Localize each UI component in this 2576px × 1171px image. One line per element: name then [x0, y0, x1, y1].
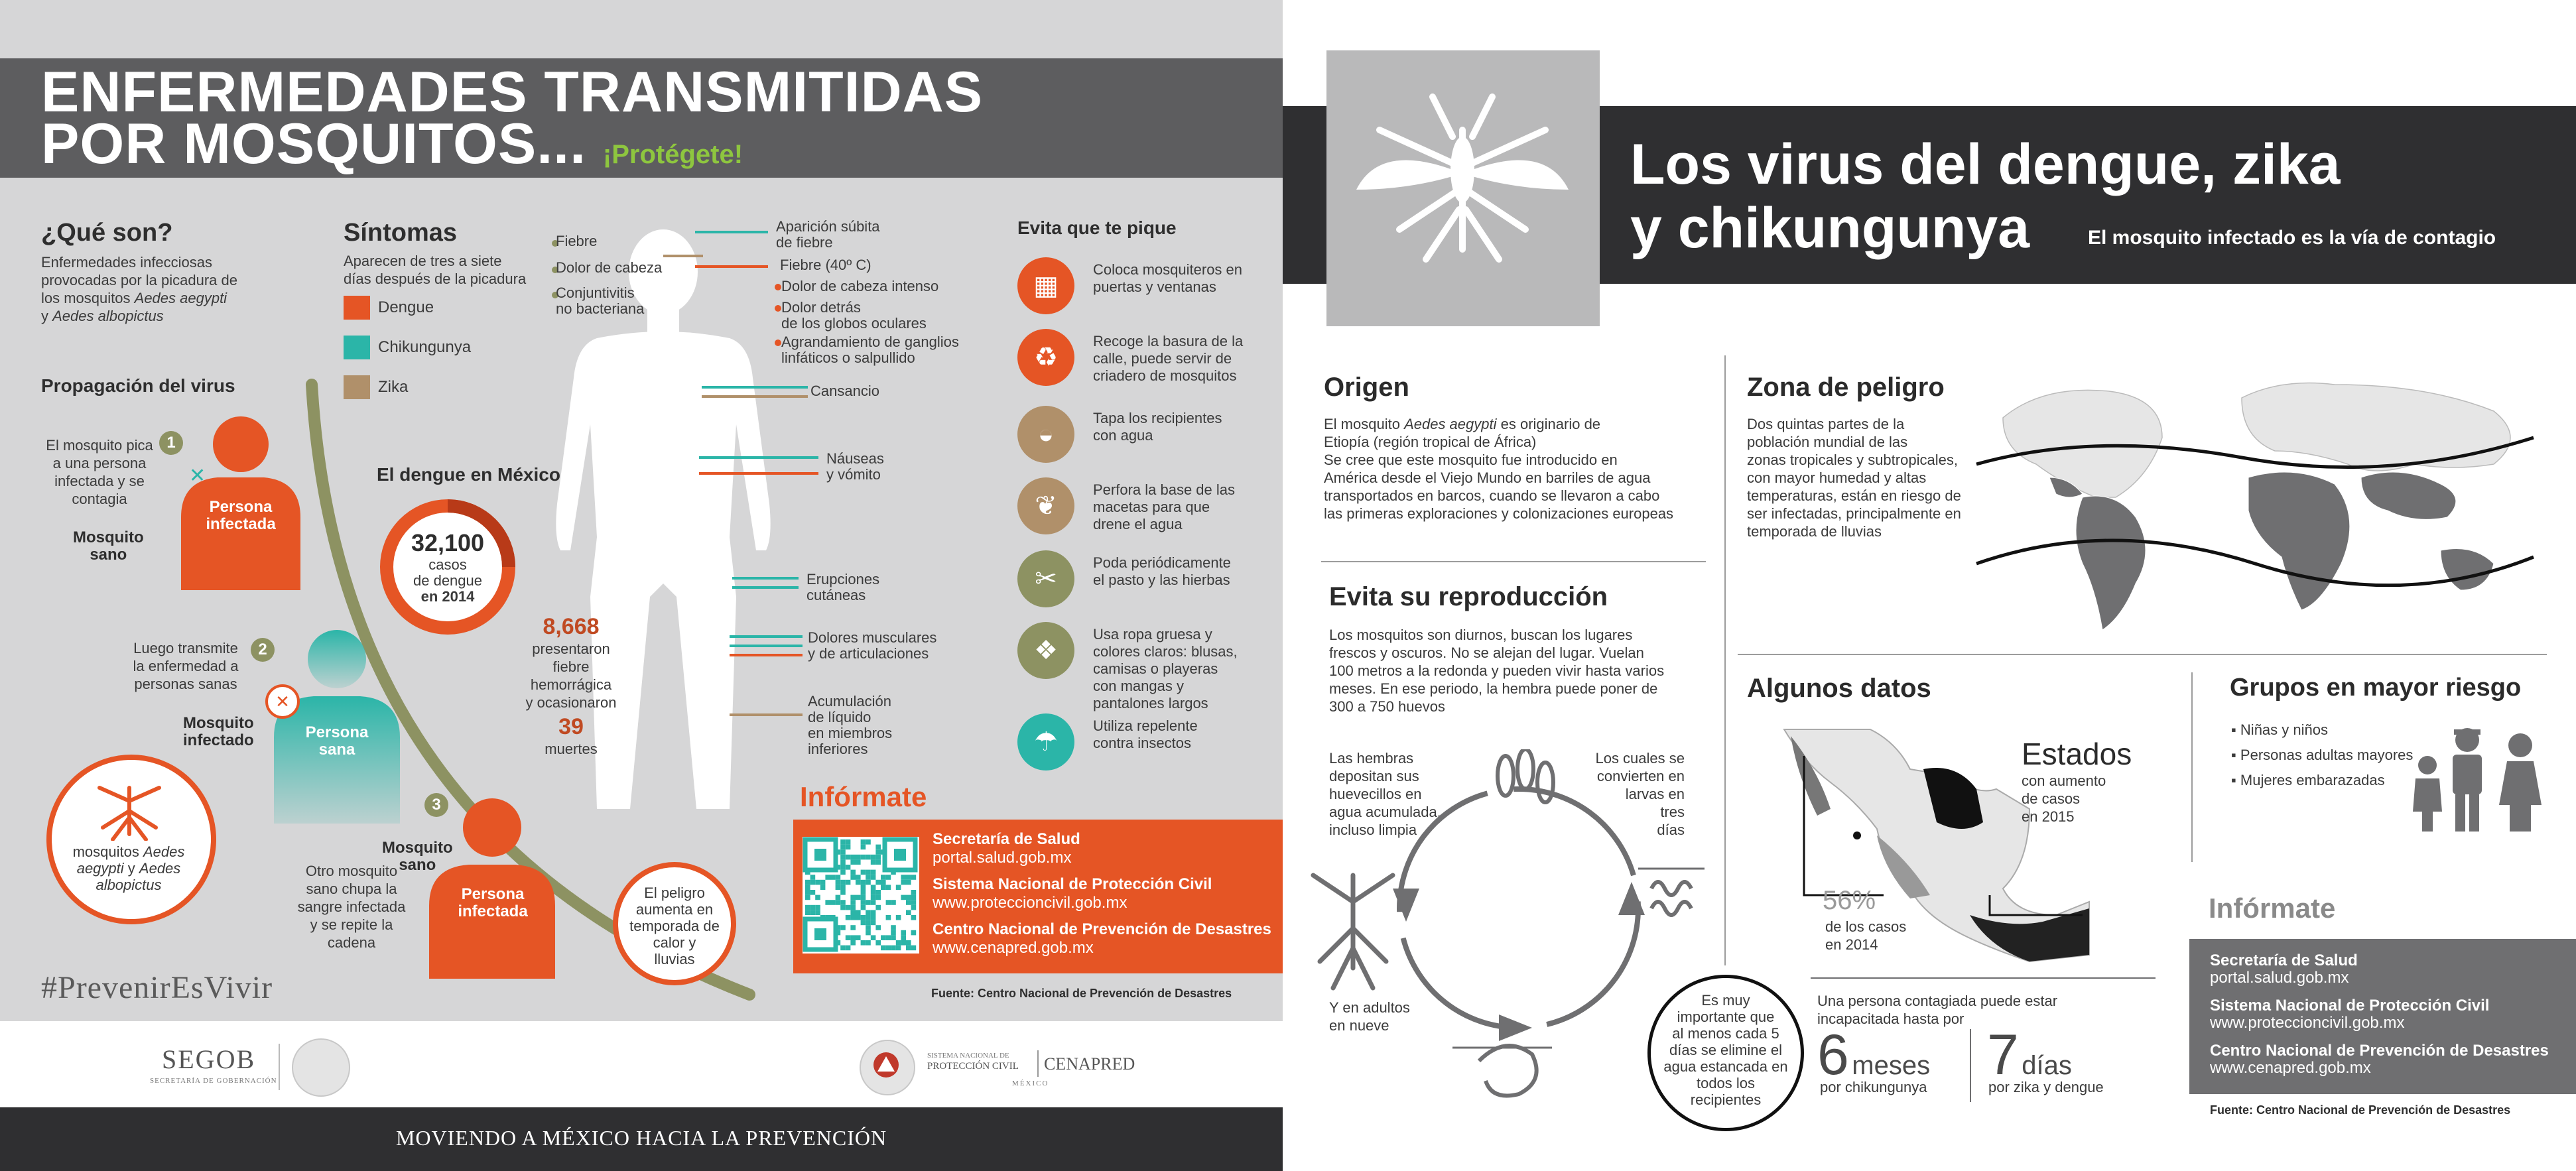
- sym-line: Dolor detrás: [781, 299, 861, 316]
- incap-line: Una persona contagiada puede estar: [1817, 993, 2058, 1009]
- evita-item-text: [1093, 717, 1198, 752]
- footer-text: MOVIENDO A MÉXICO HACIA LA PREVENCIÓN: [395, 1126, 887, 1150]
- reproduccion-title: Evita su reproducción: [1329, 582, 1608, 611]
- bucket-icon: ◒: [1017, 406, 1074, 463]
- legend-zika: Zika: [378, 378, 409, 396]
- label-part: mosquitos: [72, 843, 139, 860]
- label-line: infectada: [458, 902, 528, 920]
- sym-line: de fiebre: [776, 234, 833, 251]
- evita-line: Poda periódicamente: [1093, 554, 1231, 571]
- org3-name: Centro Nacional de Prevención de Desastres: [2210, 1042, 2549, 1060]
- sym-line: linfáticos o salpullido: [781, 349, 915, 366]
- org2-name: Sistema Nacional de Protección Civil: [2210, 997, 2490, 1015]
- window-icon: ▦: [1017, 257, 1074, 314]
- evita-item-text: [1093, 261, 1242, 296]
- que-son-title: ¿Qué son?: [41, 219, 173, 247]
- larvas-line: convierten en: [1596, 768, 1685, 784]
- pct-line: en 2014: [1825, 936, 1878, 953]
- divider: [1321, 561, 1706, 562]
- subtitle-line: Aparecen de tres a siete: [344, 253, 502, 269]
- estados-line: de casos: [2022, 790, 2081, 807]
- connector: [732, 577, 799, 580]
- dias-num: 7: [1987, 1023, 2019, 1087]
- legend-dengue-swatch: [344, 296, 370, 320]
- hemorragica-stat: [521, 614, 621, 758]
- zona-line: zonas tropicales y subtropicales,: [1747, 452, 1958, 468]
- sym-line: Dolores musculares: [808, 629, 937, 646]
- larvas-line: días: [1657, 822, 1685, 838]
- species-aegypti: Aedes aegypti: [134, 290, 227, 306]
- adultos-line: Y en adultos: [1329, 999, 1410, 1016]
- divider: [1811, 977, 2156, 979]
- evita-line: Coloca mosquiteros en: [1093, 261, 1243, 278]
- org3-url[interactable]: www.cenapred.gob.mx: [933, 939, 1094, 957]
- divider: [1724, 355, 1726, 965]
- label-line: Persona: [461, 885, 525, 903]
- org1-url[interactable]: portal.salud.gob.mx: [2210, 969, 2349, 987]
- evita-line: pantalones largos: [1093, 695, 1208, 711]
- hembras-line: incluso limpia: [1329, 822, 1417, 838]
- sym-line: inferiores: [808, 741, 868, 757]
- evita-title: Evita que te pique: [1017, 217, 1177, 238]
- right-subtitle: El mosquito infectado es la vía de contagio: [2088, 227, 2496, 249]
- repro-line: frescos y oscuros. No se alejan del lugar. Vuelan: [1329, 645, 1644, 661]
- estados-sub: [2022, 772, 2106, 826]
- peligro-line: El peligro: [644, 885, 705, 901]
- step1-line: El mosquito pica: [46, 437, 153, 454]
- zona-line: temporada de lluvias: [1747, 523, 1882, 540]
- label-line: Persona: [305, 723, 369, 741]
- family-icon: [2401, 725, 2547, 832]
- evita-line: Utiliza repelente: [1093, 717, 1198, 734]
- imp-line: agua estancada en: [1663, 1058, 1788, 1075]
- evita-line: Usa ropa gruesa y: [1093, 626, 1212, 643]
- org1-name: Secretaría de Salud: [933, 830, 1080, 848]
- step3-badge: 3: [424, 793, 448, 817]
- adultos-line: en nueve: [1329, 1017, 1389, 1034]
- banner-tagline: ¡Protégete!: [602, 140, 743, 169]
- jacket-icon: ❖: [1017, 622, 1074, 679]
- label-line: Mosquito: [382, 839, 453, 857]
- propagacion-title: Propagación del virus: [41, 375, 235, 396]
- sym-line: Agrandamiento de ganglios: [781, 334, 959, 350]
- connector: [699, 456, 818, 459]
- muertes-num: 39: [558, 714, 584, 739]
- origen-line: Etiopía (región tropical de África): [1324, 434, 1537, 450]
- scissors-icon: ✂: [1017, 550, 1074, 607]
- connector: [695, 265, 768, 268]
- org1-name: Secretaría de Salud: [2210, 952, 2358, 969]
- hemorragica-num: 8,668: [543, 614, 600, 639]
- persona-infectada-3-label: [438, 886, 548, 920]
- grupos-list: ▪ Niñas y niños ▪ Personas adultas mayores ▪ Mujeres embarazadas: [2231, 721, 2414, 788]
- larvas-line: tres: [1660, 804, 1685, 820]
- repro-line: 100 metros a la redonda y pueden vivir hasta varios: [1329, 662, 1665, 679]
- estados-line: con aumento: [2022, 772, 2106, 789]
- evita-item-text: [1093, 481, 1235, 533]
- mexico-seal-icon: [292, 1038, 350, 1097]
- datos-title: Algunos datos: [1747, 674, 1931, 703]
- persona-sana-label: [279, 724, 395, 759]
- origen-title: Origen: [1324, 373, 1409, 402]
- zona-text: [1747, 415, 1961, 540]
- sym-dolor-detras: [781, 300, 927, 332]
- connector: [730, 654, 803, 656]
- target-mosquito-icon: ✕: [265, 684, 300, 719]
- right-title-line2: y chikungunya: [1630, 196, 2030, 260]
- proteccion-civil-triangle-icon: [873, 1052, 899, 1078]
- world-map: [1963, 365, 2547, 643]
- sym-line: Erupciones: [806, 571, 880, 587]
- divider: [1970, 1029, 1971, 1102]
- persona-infectada-1-label: [186, 499, 296, 533]
- repro-line: meses. En ese periodo, la hembra puede poner de: [1329, 680, 1658, 697]
- mosquito-species-text: [64, 843, 194, 893]
- peligro-line: calor y: [653, 934, 696, 951]
- pct-value: 56%: [1823, 886, 1876, 915]
- pc-mexico: MÉXICO: [1012, 1079, 1049, 1087]
- org2-url[interactable]: www.proteccioncivil.gob.mx: [2210, 1014, 2405, 1032]
- step3-line: sano chupa la: [306, 881, 397, 897]
- left-banner-title: [41, 60, 984, 180]
- repro-line: 300 a 750 huevos: [1329, 698, 1445, 715]
- sym-line: de líquido: [808, 709, 871, 725]
- informate-left-list: [933, 830, 1271, 957]
- casos-line: casos: [428, 556, 467, 573]
- dengue-mexico-title: El dengue en México: [377, 464, 560, 485]
- step1-text: [40, 436, 159, 508]
- zona-line: población mundial de las: [1747, 434, 1908, 450]
- casos-line: en 2014: [420, 588, 475, 605]
- sym-acumulacion: [808, 694, 892, 757]
- peligro-text: [618, 885, 731, 967]
- peligro-line: lluvias: [654, 951, 695, 967]
- connector: [695, 231, 768, 233]
- step2-mosquito-infectado: [183, 715, 254, 749]
- hashtag: #PrevenirEsVivir: [41, 970, 273, 1005]
- species-albopictus: Aedes albopictus: [52, 308, 164, 324]
- larvas-line: Los cuales se: [1595, 750, 1685, 767]
- org1-url[interactable]: portal.salud.gob.mx: [933, 849, 1072, 867]
- segob-logo: SEGOB: [162, 1044, 256, 1074]
- informate-right-list: [2210, 952, 2549, 1077]
- que-son-line3: los mosquitos: [41, 290, 131, 306]
- evita-line: contra insectos: [1093, 735, 1191, 751]
- casos-line: de dengue: [413, 572, 482, 589]
- evita-line: calle, puede servir de: [1093, 350, 1232, 367]
- legend-zika-swatch: [344, 375, 370, 399]
- step1-line: infectada y se: [54, 473, 145, 489]
- sym-conjuntivitis: [556, 285, 644, 317]
- trash-icon: ♻: [1017, 329, 1074, 386]
- label-line: infectada: [206, 515, 276, 533]
- grupos-title: Grupos en mayor riesgo: [2230, 674, 2522, 702]
- zona-line: Dos quintas partes de la: [1747, 416, 1905, 432]
- origen-line: las primeras exploraciones y colonizaciones europeas: [1324, 505, 1674, 522]
- imp-line: al menos cada 5: [1672, 1025, 1779, 1042]
- pct-line: de los casos: [1825, 918, 1907, 935]
- sym-line: y de articulaciones: [808, 645, 929, 662]
- evita-line: macetas para que: [1093, 499, 1210, 515]
- fuente-right: Fuente: Centro Nacional de Prevención de Desastres: [2210, 1103, 2511, 1117]
- label-part: Aedes: [139, 860, 181, 877]
- evita-item-text: [1093, 554, 1231, 589]
- connector: [663, 255, 703, 257]
- sintomas-subtitle: [344, 252, 526, 288]
- spray-icon: ☂: [1017, 713, 1074, 770]
- imp-line: todos los: [1696, 1075, 1756, 1091]
- label-line: Persona: [209, 498, 273, 516]
- que-son-text: [41, 253, 293, 325]
- text-part: Aedes aegypti: [1404, 416, 1497, 432]
- org3-name: Centro Nacional de Prevención de Desastres: [933, 920, 1271, 938]
- larvae-icon: [1651, 882, 1691, 915]
- sym-line: Acumulación: [808, 693, 891, 709]
- reproduccion-text: [1329, 626, 1664, 715]
- step1-mosquito-sano: [73, 529, 144, 564]
- org2-name: Sistema Nacional de Protección Civil: [933, 875, 1212, 893]
- dias-sub: por zika y dengue: [1988, 1079, 2104, 1095]
- grupo-item: Mujeres embarazadas: [2240, 772, 2385, 788]
- dengue-cases: [378, 529, 517, 605]
- evita-line: colores claros: blusas,: [1093, 643, 1238, 660]
- casos-num: 32,100: [411, 529, 485, 556]
- step2-text: [119, 639, 252, 693]
- connector: [730, 635, 803, 638]
- hemo-line: hemorrágica: [530, 676, 612, 693]
- sym-fiebre: Fiebre: [556, 233, 598, 249]
- sym-dolores: [808, 630, 936, 662]
- sym-aparicion: [776, 219, 880, 251]
- evita-line: Perfora la base de las: [1093, 481, 1236, 498]
- fuente-left: Fuente: Centro Nacional de Prevención de Desastres: [931, 987, 1232, 1000]
- zona-title: Zona de peligro: [1747, 373, 1945, 402]
- evita-line: Recoge la basura de la: [1093, 333, 1244, 349]
- sym-line: cutáneas: [806, 587, 866, 603]
- hemo-line: fiebre: [552, 658, 590, 675]
- evita-line: puertas y ventanas: [1093, 278, 1216, 295]
- text-part: es originario de: [1496, 416, 1601, 432]
- importante-text: [1647, 992, 1804, 1108]
- imp-line: importante que: [1677, 1009, 1775, 1025]
- step2-line: personas sanas: [134, 676, 237, 692]
- hembras-line: Las hembras: [1329, 750, 1414, 767]
- pupa-icon: [1479, 1046, 1537, 1095]
- text-part: El mosquito: [1324, 416, 1405, 432]
- divider: [1037, 1050, 1039, 1077]
- label-line: sano: [90, 546, 127, 564]
- evita-item-text: [1093, 410, 1222, 444]
- step2-line: la enfermedad a: [133, 658, 239, 674]
- imp-line: días se elimine el: [1669, 1042, 1782, 1058]
- step1-line: a una persona: [52, 455, 147, 471]
- divider: [279, 1044, 280, 1090]
- mosquito-orange-icon: [93, 774, 166, 841]
- sym-fiebre40: Fiebre (40º C): [780, 257, 871, 273]
- zona-line: temperaturas, están en riesgo de: [1747, 487, 1961, 504]
- imp-line: Es muy: [1701, 992, 1750, 1009]
- hembras-line: huevecillos en: [1329, 786, 1422, 802]
- pc-line2: PROTECCIÓN CIVIL: [927, 1061, 1019, 1072]
- meses-num: 6: [1817, 1023, 1849, 1087]
- repro-line: Los mosquitos son diurnos, buscan los lugares: [1329, 627, 1633, 643]
- qr-code-icon[interactable]: [803, 837, 919, 954]
- legend-dengue: Dengue: [378, 298, 434, 316]
- step1-badge: 1: [159, 431, 183, 455]
- label-part: albopictus: [96, 877, 162, 893]
- connector: [702, 386, 808, 389]
- evita-line: con agua: [1093, 427, 1153, 444]
- hemo-line: y ocasionaron: [525, 694, 617, 711]
- label-line: infectado: [183, 731, 254, 749]
- label-line: sano: [399, 856, 436, 874]
- pc-line1: SISTEMA NACIONAL DE: [927, 1052, 1009, 1060]
- sintomas-title: Síntomas: [344, 219, 458, 247]
- evita-item-text: [1093, 333, 1243, 385]
- incap-text: [1817, 992, 2057, 1028]
- sym-agrandamiento: [781, 334, 959, 366]
- mosquito-small-icon: ✕: [189, 465, 206, 487]
- pct-sub: [1825, 918, 1906, 954]
- mosquito-white-icon: [1353, 90, 1572, 263]
- zona-line: con mayor humedad y altas: [1747, 469, 1927, 486]
- zona-line: ser infectadas, principalmente en: [1747, 505, 1961, 522]
- evita-item-text: [1093, 626, 1238, 712]
- origen-line: transportados en barcos, cuando se llevaron a cabo: [1324, 487, 1660, 504]
- step3-text: [285, 862, 418, 952]
- que-son-line2: provocadas por la picadura de: [41, 272, 237, 288]
- sym-line: no bacteriana: [556, 300, 645, 317]
- label-line: sana: [318, 741, 355, 759]
- connector: [732, 586, 799, 589]
- banner-line2: POR MOSQUITOS...: [41, 112, 586, 176]
- step3-line: cadena: [327, 934, 376, 951]
- evita-line: drene el agua: [1093, 516, 1183, 532]
- grupo-item: Niñas y niños: [2240, 721, 2328, 738]
- larvas-line: larvas en: [1625, 786, 1685, 802]
- org2-url[interactable]: www.proteccioncivil.gob.mx: [933, 894, 1127, 912]
- step2-line: Luego transmite: [133, 640, 238, 656]
- sym-nauseas: [826, 451, 884, 483]
- peligro-line: temporada de: [629, 918, 720, 934]
- que-son-line1: Enfermedades infecciosas: [41, 254, 213, 271]
- connector: [730, 713, 803, 716]
- sym-erupciones: [806, 572, 879, 603]
- meses-sub: por chikungunya: [1820, 1079, 1927, 1095]
- org3-url[interactable]: www.cenapred.gob.mx: [2210, 1059, 2371, 1077]
- dias-word: días: [2022, 1051, 2072, 1080]
- sym-line: y vómito: [826, 466, 881, 483]
- step2-badge: 2: [251, 638, 275, 662]
- bullet: [775, 305, 781, 312]
- evita-line: con mangas y: [1093, 678, 1184, 694]
- sym-dolor-cabeza: Dolor de cabeza: [556, 259, 663, 276]
- connector: [699, 472, 818, 475]
- incap-line: incapacitada hasta por: [1817, 1011, 1964, 1027]
- estados-label: Estados: [2022, 737, 2132, 771]
- hembras-line: agua acumulada,: [1329, 804, 1441, 820]
- imp-line: recipientes: [1690, 1091, 1762, 1108]
- connector: [730, 645, 803, 647]
- informate-left-title: Infórmate: [800, 781, 927, 812]
- legend-chik-swatch: [344, 336, 370, 359]
- label-part: aegypti: [76, 860, 124, 877]
- peligro-line: aumenta en: [635, 901, 714, 918]
- plant-icon: ❦: [1017, 477, 1074, 534]
- bullet: [775, 284, 781, 290]
- sym-line: Conjuntivitis: [556, 284, 635, 301]
- evita-line: criadero de mosquitos: [1093, 367, 1237, 384]
- adult-mosquito-icon: [1313, 875, 1393, 988]
- bullet: [775, 339, 781, 346]
- label-part: y: [127, 860, 135, 877]
- grupo-item: Personas adultas mayores: [2240, 747, 2414, 763]
- label-line: Mosquito: [183, 714, 254, 732]
- origen-line: Se cree que este mosquito fue introducido en: [1324, 452, 1618, 468]
- meses-word: meses: [1852, 1051, 1931, 1080]
- evita-line: camisas o playeras: [1093, 660, 1218, 677]
- evita-line: el pasto y las hierbas: [1093, 572, 1230, 588]
- right-title-line1: Los virus del dengue, zika: [1630, 133, 2341, 196]
- hembras-line: depositan sus: [1329, 768, 1419, 784]
- segob-sub: SECRETARÍA DE GOBERNACIÓN: [150, 1077, 277, 1085]
- cenapred-logo: CENAPRED: [1044, 1054, 1135, 1074]
- evita-line: Tapa los recipientes: [1093, 410, 1222, 426]
- estados-line: en 2015: [2022, 808, 2075, 825]
- sym-dolor-intenso: Dolor de cabeza intenso: [781, 278, 939, 294]
- step1-line: contagia: [72, 491, 127, 507]
- dias-stat: [1987, 1023, 2072, 1087]
- divider: [2191, 672, 2193, 862]
- sym-cansancio: Cansancio: [810, 383, 879, 399]
- origen-line: América desde el Viejo Mundo en barriles de agua: [1324, 469, 1651, 486]
- step3-line: Otro mosquito: [305, 863, 398, 879]
- step3-line: y se repite la: [310, 916, 393, 933]
- sym-line: Aparición súbita: [776, 218, 880, 235]
- origen-text: [1324, 415, 1673, 523]
- sym-line: en miembros: [808, 725, 893, 741]
- connector: [702, 395, 808, 398]
- que-son-line4: y: [41, 308, 48, 324]
- sym-line: de los globos oculares: [781, 315, 927, 332]
- muertes-text: muertes: [545, 741, 598, 757]
- step3-line: sangre infectada: [297, 898, 406, 915]
- legend-chik: Chikungunya: [378, 338, 472, 356]
- divider: [1738, 654, 2547, 655]
- label-line: Mosquito: [73, 528, 144, 546]
- sym-line: Náuseas: [826, 450, 884, 467]
- hemo-line: presentaron: [532, 641, 610, 657]
- label-part: Aedes: [143, 843, 185, 860]
- informate-right-title: Infórmate: [2209, 893, 2336, 924]
- banner-line1: ENFERMEDADES TRANSMITIDAS: [41, 60, 984, 124]
- subtitle-line: días después de la picadura: [344, 271, 527, 287]
